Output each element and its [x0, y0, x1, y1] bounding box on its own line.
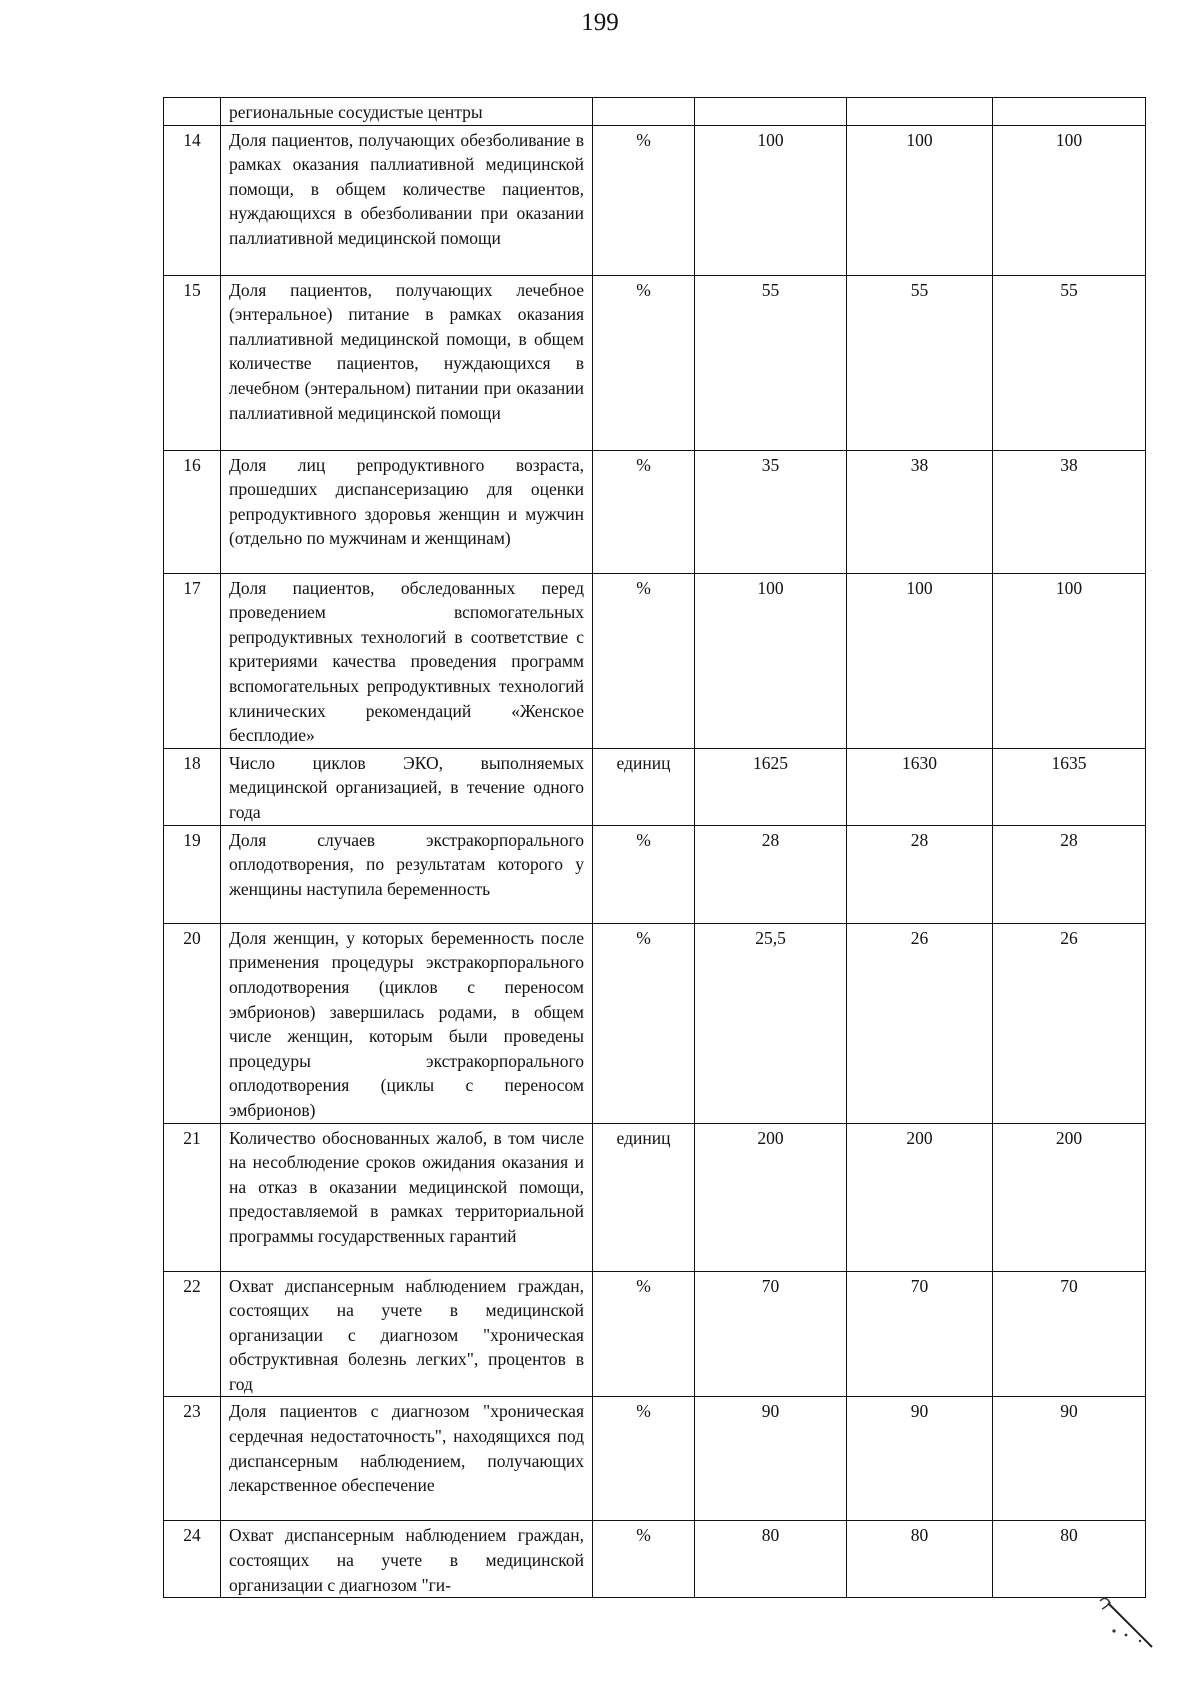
indicator-name: Доля пациентов, обследованных перед проведением вспомогательных репродуктивных технологий в соответствие с критериями качества проведения программ вспомогательных репродуктивных технологий клинических рекомендаций «Женское бесплодие» — [221, 573, 593, 748]
row-number: 17 — [164, 573, 221, 748]
table-row — [164, 1397, 1146, 1521]
value-year-2: 100 — [847, 573, 993, 748]
value-year-3: 70 — [993, 1271, 1146, 1397]
unit-cell: % — [593, 1521, 695, 1598]
unit-cell: единиц — [593, 748, 695, 825]
table-row — [164, 1521, 1146, 1598]
value-year-3: 55 — [993, 275, 1146, 450]
indicator-name: Количество обоснованных жалоб, в том числе на несоблюдение сроков ожидания оказания и на отказ в оказании медицинской помощи, предоставляемой в рамках территориальной программы государственных гарантий — [221, 1123, 593, 1271]
indicator-name: региональные сосудистые центры — [221, 98, 593, 126]
value-year-2: 90 — [847, 1397, 993, 1521]
table-row — [164, 825, 1146, 923]
indicator-table — [163, 97, 1146, 1598]
unit-cell: % — [593, 1271, 695, 1397]
table-row — [164, 125, 1146, 275]
value-year-3: 90 — [993, 1397, 1146, 1521]
indicator-name: Доля женщин, у которых беременность после применения процедуры экстракорпорального оплодотворения (циклов с переносом эмбрионов) завершилась родами, в общем числе женщин, которым были проведены процедуры экстракорпорального оплодотворения (циклы с переносом эмбрионов) — [221, 923, 593, 1123]
unit-cell: % — [593, 125, 695, 275]
row-number: 18 — [164, 748, 221, 825]
unit-cell: % — [593, 450, 695, 573]
value-year-3 — [993, 98, 1146, 126]
value-year-2: 70 — [847, 1271, 993, 1397]
table-row — [164, 1123, 1146, 1271]
value-year-2: 200 — [847, 1123, 993, 1271]
row-number: 23 — [164, 1397, 221, 1521]
unit-cell: % — [593, 923, 695, 1123]
value-year-3: 80 — [993, 1521, 1146, 1598]
row-number: 24 — [164, 1521, 221, 1598]
row-number — [164, 98, 221, 126]
unit-cell: % — [593, 1397, 695, 1521]
table-row — [164, 748, 1146, 825]
row-number: 20 — [164, 923, 221, 1123]
value-year-1: 100 — [695, 573, 847, 748]
value-year-1: 55 — [695, 275, 847, 450]
row-number: 19 — [164, 825, 221, 923]
table-row — [164, 275, 1146, 450]
value-year-3: 28 — [993, 825, 1146, 923]
table-row — [164, 450, 1146, 573]
value-year-1: 100 — [695, 125, 847, 275]
indicator-name: Охват диспансерным наблюдением граждан, состоящих на учете в медицинской организации с диагнозом "ги- — [221, 1521, 593, 1598]
value-year-1 — [695, 98, 847, 126]
value-year-1: 80 — [695, 1521, 847, 1598]
value-year-1: 200 — [695, 1123, 847, 1271]
indicator-name: Доля пациентов, получающих лечебное (энтеральное) питание в рамках оказания паллиативной медицинской помощи, в общем количестве пациентов, нуждающихся в лечебном (энтеральном) питании при оказании паллиативной медицинской помощи — [221, 275, 593, 450]
unit-cell — [593, 98, 695, 126]
page-number: 199 — [581, 9, 619, 36]
value-year-3: 100 — [993, 125, 1146, 275]
row-number: 21 — [164, 1123, 221, 1271]
value-year-2: 26 — [847, 923, 993, 1123]
value-year-1: 1625 — [695, 748, 847, 825]
table-row — [164, 98, 1146, 126]
table-row — [164, 573, 1146, 748]
table-row — [164, 1271, 1146, 1397]
value-year-2: 28 — [847, 825, 993, 923]
value-year-1: 28 — [695, 825, 847, 923]
indicator-name: Доля пациентов с диагнозом "хроническая сердечная недостаточность", находящихся под диспансерным наблюдением, получающих лекарственное обеспечение — [221, 1397, 593, 1521]
value-year-3: 38 — [993, 450, 1146, 573]
scribble-mark — [1090, 1585, 1190, 1685]
value-year-2: 55 — [847, 275, 993, 450]
indicator-name: Доля лиц репродуктивного возраста, прошедших диспансеризацию для оценки репродуктивного здоровья женщин и мужчин (отдельно по мужчинам и женщинам) — [221, 450, 593, 573]
value-year-1: 35 — [695, 450, 847, 573]
indicator-name: Охват диспансерным наблюдением граждан, состоящих на учете в медицинской организации с диагнозом "хроническая обструктивная болезнь легких", процентов в год — [221, 1271, 593, 1397]
value-year-3: 1635 — [993, 748, 1146, 825]
value-year-2: 1630 — [847, 748, 993, 825]
unit-cell: единиц — [593, 1123, 695, 1271]
indicator-name: Число циклов ЭКО, выполняемых медицинской организацией, в течение одного года — [221, 748, 593, 825]
value-year-1: 25,5 — [695, 923, 847, 1123]
value-year-3: 100 — [993, 573, 1146, 748]
table-row — [164, 923, 1146, 1123]
row-number: 22 — [164, 1271, 221, 1397]
row-number: 15 — [164, 275, 221, 450]
unit-cell: % — [593, 825, 695, 923]
row-number: 14 — [164, 125, 221, 275]
value-year-2: 38 — [847, 450, 993, 573]
row-number: 16 — [164, 450, 221, 573]
value-year-2: 80 — [847, 1521, 993, 1598]
indicator-name: Доля пациентов, получающих обезболивание в рамках оказания паллиативной медицинской помощи, в общем количестве пациентов, нуждающихся в обезболивании при оказании паллиативной медицинской помощи — [221, 125, 593, 275]
indicator-name: Доля случаев экстракорпорального оплодотворения, по результатам которого у женщины наступила беременность — [221, 825, 593, 923]
value-year-2 — [847, 98, 993, 126]
value-year-1: 70 — [695, 1271, 847, 1397]
value-year-3: 200 — [993, 1123, 1146, 1271]
value-year-2: 100 — [847, 125, 993, 275]
unit-cell: % — [593, 573, 695, 748]
unit-cell: % — [593, 275, 695, 450]
value-year-3: 26 — [993, 923, 1146, 1123]
value-year-1: 90 — [695, 1397, 847, 1521]
